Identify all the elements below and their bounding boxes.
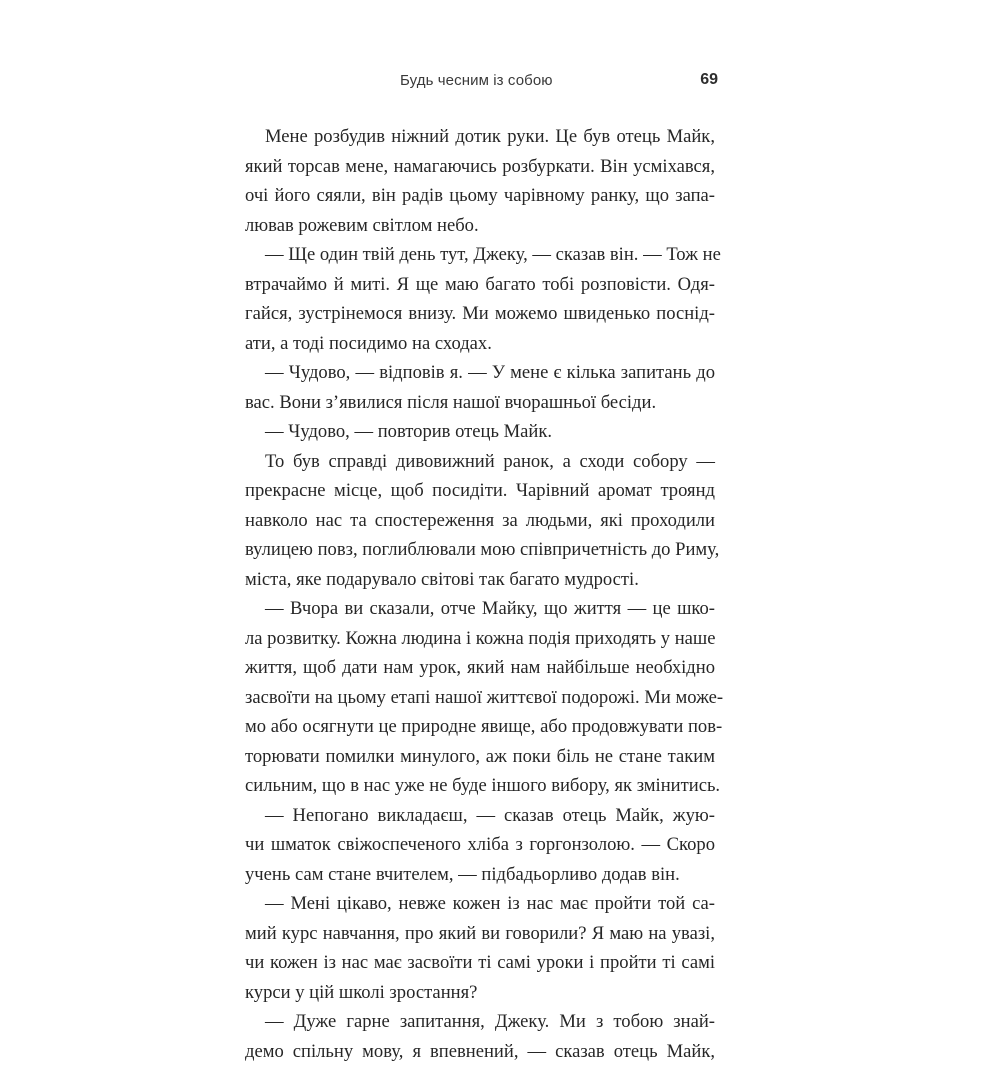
text-line: міста, яке подарувало світові так багато мудрості. (245, 565, 715, 595)
text-line: очі його сяяли, він радів цьому чарівному ранку, що запа- (245, 181, 715, 211)
text-line: — Чудово, — відповів я. — У мене є кілька запитань до (245, 358, 715, 388)
text-line: вас. Вони з’явилися після нашої вчорашньої бесіди. (245, 388, 715, 418)
text-line: — Непогано викладаєш, — сказав отець Майк, жую- (245, 801, 715, 831)
paragraph (245, 358, 715, 417)
paragraph (245, 889, 715, 1007)
text-line: — Чудово, — повторив отець Майк. (245, 417, 715, 447)
text-line: життя, щоб дати нам урок, який нам найбільше необхідно (245, 653, 715, 683)
text-line: Мене розбудив ніжний дотик руки. Це був отець Майк, (245, 122, 715, 152)
text-line: чи шматок свіжоспеченого хліба з горгонзолою. — Скоро (245, 830, 715, 860)
running-title: Будь чесним із собою (400, 72, 553, 89)
text-line: навколо нас та спостереження за людьми, які проходили (245, 506, 715, 536)
text-line: чи кожен із нас має засвоїти ті самі уроки і пройти ті самі (245, 948, 715, 978)
paragraph (245, 1007, 715, 1066)
text-line: вулицею повз, поглиблювали мою співпричетність до Риму, (245, 535, 715, 565)
text-line: ати, а тоді посидимо на сходах. (245, 329, 715, 359)
text-line: сильним, що в нас уже не буде іншого вибору, як змінитись. (245, 771, 715, 801)
paragraph (245, 447, 715, 595)
paragraph (245, 594, 715, 801)
text-line: засвоїти на цьому етапі нашої життєвої подорожі. Ми може- (245, 683, 715, 713)
paragraph (245, 122, 715, 240)
text-line: демо спільну мову, я впевнений, — сказав отець Майк, (245, 1037, 715, 1066)
text-line: учень сам стане вчителем, — підбадьорливо додав він. (245, 860, 715, 890)
text-line: лював рожевим світлом небо. (245, 211, 715, 241)
page-number: 69 (700, 71, 718, 89)
text-line: — Вчора ви сказали, отче Майку, що життя — це шко- (245, 594, 715, 624)
text-line: гайся, зустрінемося внизу. Ми можемо швиденько поснід- (245, 299, 715, 329)
paragraph (245, 417, 715, 447)
text-line: який торсав мене, намагаючись розбуркати. Він усміхався, (245, 152, 715, 182)
body-text (245, 122, 715, 1066)
text-line: прекрасне місце, щоб посидіти. Чарівний аромат троянд (245, 476, 715, 506)
paragraph (245, 240, 715, 358)
text-line: втрачаймо й миті. Я ще маю багато тобі розповісти. Одя- (245, 270, 715, 300)
text-line: То був справді дивовижний ранок, а сходи собору — (245, 447, 715, 477)
text-line: — Мені цікаво, невже кожен із нас має пройти той са- (245, 889, 715, 919)
text-line: курси у цій школі зростання? (245, 978, 715, 1008)
text-line: торювати помилки минулого, аж поки біль не стане таким (245, 742, 715, 772)
text-line: мо або осягнути це природне явище, або продовжувати пов- (245, 712, 715, 742)
text-line: мий курс навчання, про який ви говорили? Я маю на увазі, (245, 919, 715, 949)
paragraph (245, 801, 715, 890)
text-line: — Ще один твій день тут, Джеку, — сказав він. — Тож не (245, 240, 715, 270)
text-line: — Дуже гарне запитання, Джеку. Ми з тобою знай- (245, 1007, 715, 1037)
running-head (400, 72, 718, 96)
text-line: ла розвитку. Кожна людина і кожна подія приходять у наше (245, 624, 715, 654)
